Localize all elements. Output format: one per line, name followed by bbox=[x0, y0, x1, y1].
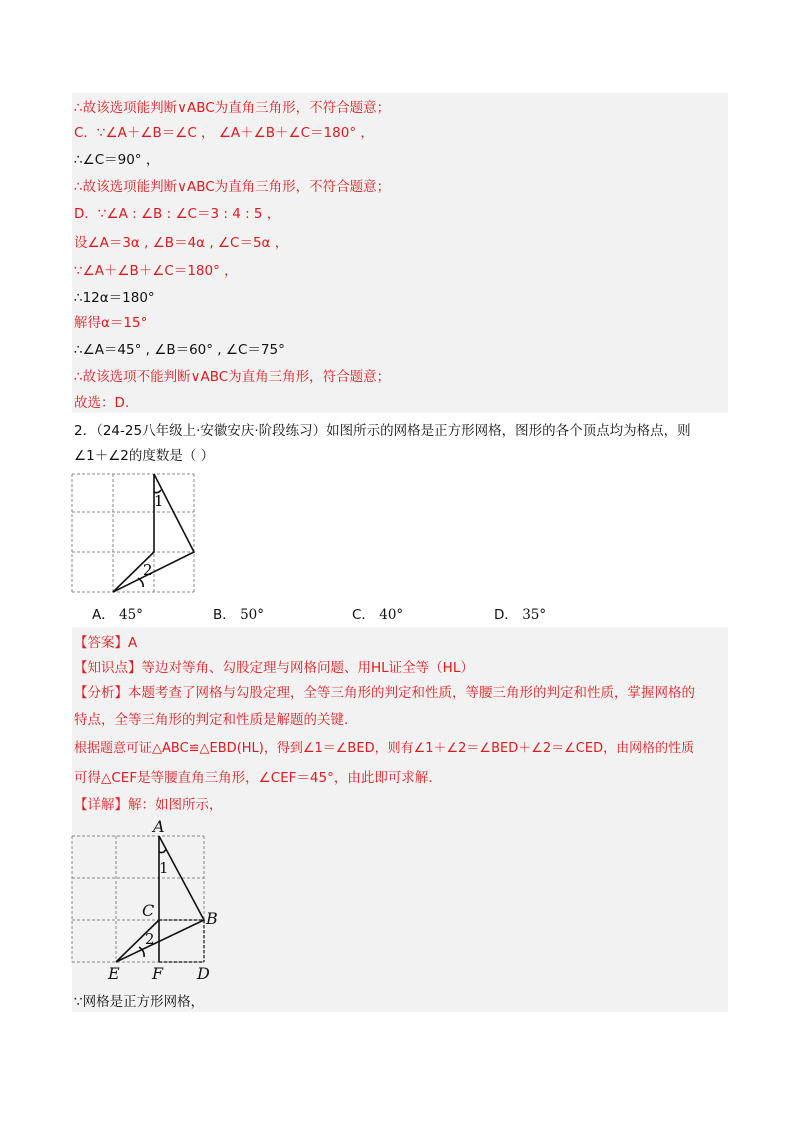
option-letter: D． bbox=[494, 607, 518, 623]
option-value: 45° bbox=[119, 607, 143, 623]
solution-line: C．∵∠A＋∠B＝∠C ， ∠A＋∠B＋∠C＝180° ， bbox=[74, 125, 374, 141]
option-d[interactable] bbox=[494, 603, 546, 623]
analysis-line: 根据题意可证△ABC≌△EBD(HL)，得到∠1＝∠BED，则有∠1＋∠2＝∠BED＋∠2＝∠CED，由网格的性质 bbox=[74, 741, 695, 756]
grid-lines bbox=[72, 836, 204, 962]
detail-line: 【详解】解：如图所示， bbox=[74, 797, 223, 813]
solution-line: ∴故该选项能判断∨ABC为直角三角形，不符合题意； bbox=[74, 100, 391, 116]
answer-figure bbox=[70, 816, 220, 982]
point-b-label: B bbox=[206, 909, 218, 928]
point-f-label: F bbox=[152, 964, 164, 982]
knowledge-line: 【知识点】等边对等角、勾股定理与网格问题、用HL证全等（HL） bbox=[74, 660, 474, 676]
solution-line: ∴故该选项不能判断∨ABC为直角三角形，符合题意； bbox=[74, 369, 391, 385]
option-value: 40° bbox=[379, 607, 404, 623]
question-source: （24-25八年级上·安徽安庆·阶段练习） bbox=[96, 423, 327, 439]
figure-shape bbox=[116, 836, 204, 962]
angle-2-label: 2 bbox=[145, 930, 155, 948]
angle-2-label: 2 bbox=[143, 561, 153, 579]
angle-1-label: 1 bbox=[154, 492, 164, 510]
question-line-2: ∠1＋∠2的度数是（ ） bbox=[74, 448, 215, 464]
point-d-label: D bbox=[197, 964, 210, 982]
analysis-line: 可得△CEF是等腰直角三角形，∠CEF＝45°，由此即可求解． bbox=[74, 770, 442, 786]
question-number: 2． bbox=[74, 423, 97, 439]
solution-line: D．∵∠A : ∠B : ∠C＝3 : 4 : 5 ， bbox=[74, 206, 281, 222]
option-value: 50° bbox=[240, 607, 264, 623]
solution-line: 解得α＝15° bbox=[74, 315, 148, 331]
auxiliary-lines bbox=[159, 920, 204, 962]
option-letter: C． bbox=[352, 607, 375, 623]
solution-line: ∴∠A＝45° , ∠B＝60° , ∠C＝75° bbox=[74, 342, 285, 358]
question-figure bbox=[70, 472, 198, 596]
analysis-line: 【分析】本题考查了网格与勾股定理，全等三角形的判定和性质，等腰三角形的判定和性质，掌握网格的 bbox=[74, 685, 695, 701]
answer-line: 【答案】A bbox=[74, 635, 138, 651]
point-a-label: A bbox=[153, 817, 165, 836]
solution-line: 故选：D. bbox=[74, 395, 130, 411]
solution-line: ∴∠C＝90° ， bbox=[74, 152, 160, 168]
question-line-1 bbox=[74, 421, 691, 441]
option-letter: B． bbox=[213, 607, 236, 623]
solution-line: ∵∠A＋∠B＋∠C＝180° ， bbox=[74, 263, 238, 279]
option-a[interactable] bbox=[92, 603, 143, 623]
option-letter: A． bbox=[92, 607, 115, 623]
option-b[interactable] bbox=[213, 603, 264, 623]
solution-line: 设∠A＝3α , ∠B＝4α , ∠C＝5α ， bbox=[74, 235, 289, 251]
angle-1-label: 1 bbox=[159, 859, 169, 877]
option-c[interactable] bbox=[352, 603, 403, 623]
option-value: 35° bbox=[522, 607, 547, 623]
detail-line: ∵网格是正方形网格， bbox=[74, 994, 205, 1010]
grid-lines bbox=[72, 474, 194, 592]
point-e-label: E bbox=[108, 964, 120, 982]
solution-line: ∴故该选项能判断∨ABC为直角三角形，不符合题意； bbox=[74, 179, 391, 195]
solution-line: ∴12α＝180° bbox=[74, 290, 155, 306]
question-text: 如图所示的网格是正方形网格，图形的各个顶点均为格点，则 bbox=[326, 423, 691, 439]
analysis-line: 特点，全等三角形的判定和性质是解题的关键． bbox=[74, 712, 358, 728]
point-c-label: C bbox=[142, 901, 155, 920]
